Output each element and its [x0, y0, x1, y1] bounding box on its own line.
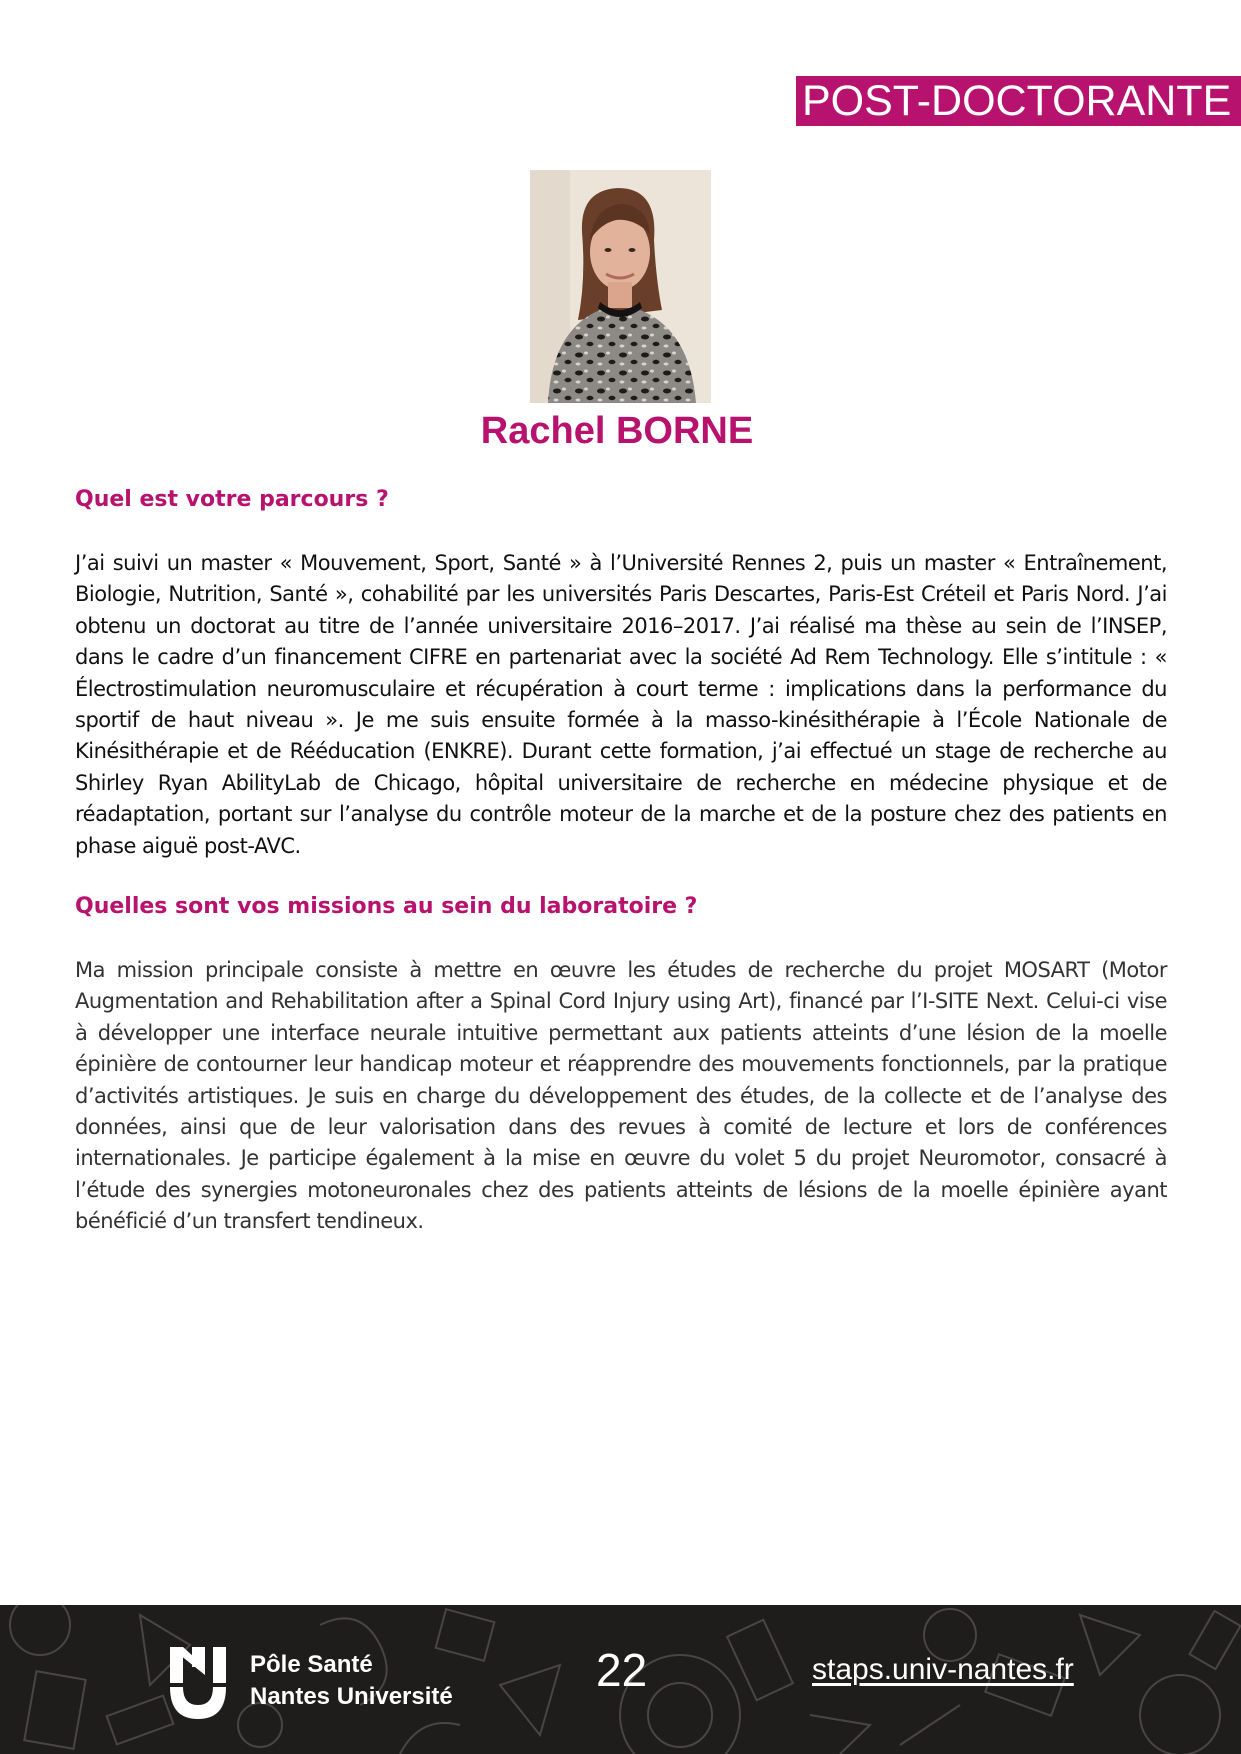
role-badge: POST-DOCTORANTE	[796, 76, 1241, 126]
page-number: 22	[596, 1644, 648, 1696]
brand-line-1: Pôle Santé	[250, 1651, 373, 1678]
question-missions: Quelles sont vos missions au sein du laboratoire ?	[75, 894, 698, 919]
brand-line-2: Nantes Université	[250, 1683, 453, 1710]
website-link[interactable]: staps.univ-nantes.fr	[812, 1653, 1074, 1686]
nantes-universite-logo-icon	[168, 1645, 230, 1721]
answer-parcours: J’ai suivi un master « Mouvement, Sport, Santé » à l’Université Rennes 2, puis un master « Entraînement, Biologie, Nutrition, Santé », cohabilité par les universités Paris Descartes, Paris-Est Créteil et Paris Nord. J’ai obtenu un doctorat au titre de l’année universitaire 2016–2017. J’ai réalisé ma thèse au sein de l’INSEP, dans le cadre d’un financement CIFRE en partenariat avec la société Ad Rem Technology. Elle s’intitule : « Électrostimulation neuromusculaire et récupération à court terme : implications dans la performance du sportif de haut niveau ». Je me suis ensuite formée à la masso-kinésithérapie à l’École Nationale de Kinésithérapie et de Rééducation (ENKRE). Durant cette formation, j’ai effectué un stage de recherche au Shirley Ryan AbilityLab de Chicago, hôpital universitaire de recherche en médecine physique et de réadaptation, portant sur l’analyse du contrôle moteur de la marche et de la posture chez des patients en phase aiguë post-AVC.	[75, 551, 1167, 858]
person-name: Rachel BORNE	[480, 410, 754, 452]
footer-brand	[250, 1649, 453, 1713]
question-parcours: Quel est votre parcours ?	[75, 487, 389, 512]
footer	[0, 1605, 1241, 1754]
portrait-photo	[530, 170, 711, 403]
answer-missions: Ma mission principale consiste à mettre en œuvre les études de recherche du projet MOSART (Motor Augmentation and Rehabilitation after a Spinal Cord Injury using Art), financé par l’I-SITE Next. Celui-ci vise à développer une interface neurale intuitive permettant aux patients atteints d’une lésion de la moelle épinière de contourner leur handicap moteur et réapprendre des mouvements fonctionnels, par la pratique d’activités artistiques. Je suis en charge du développement des études, de la collecte et de l’analyse des données, ainsi que de leur valorisation dans des revues à comité de lecture et lors de conférences internationales. Je participe également à la mise en œuvre du volet 5 du projet Neuromotor, consacré à l’étude des synergies motoneuronales chez des patients atteints de lésions de la moelle épinière ayant bénéficié d’un transfert tendineux.	[75, 958, 1167, 1234]
